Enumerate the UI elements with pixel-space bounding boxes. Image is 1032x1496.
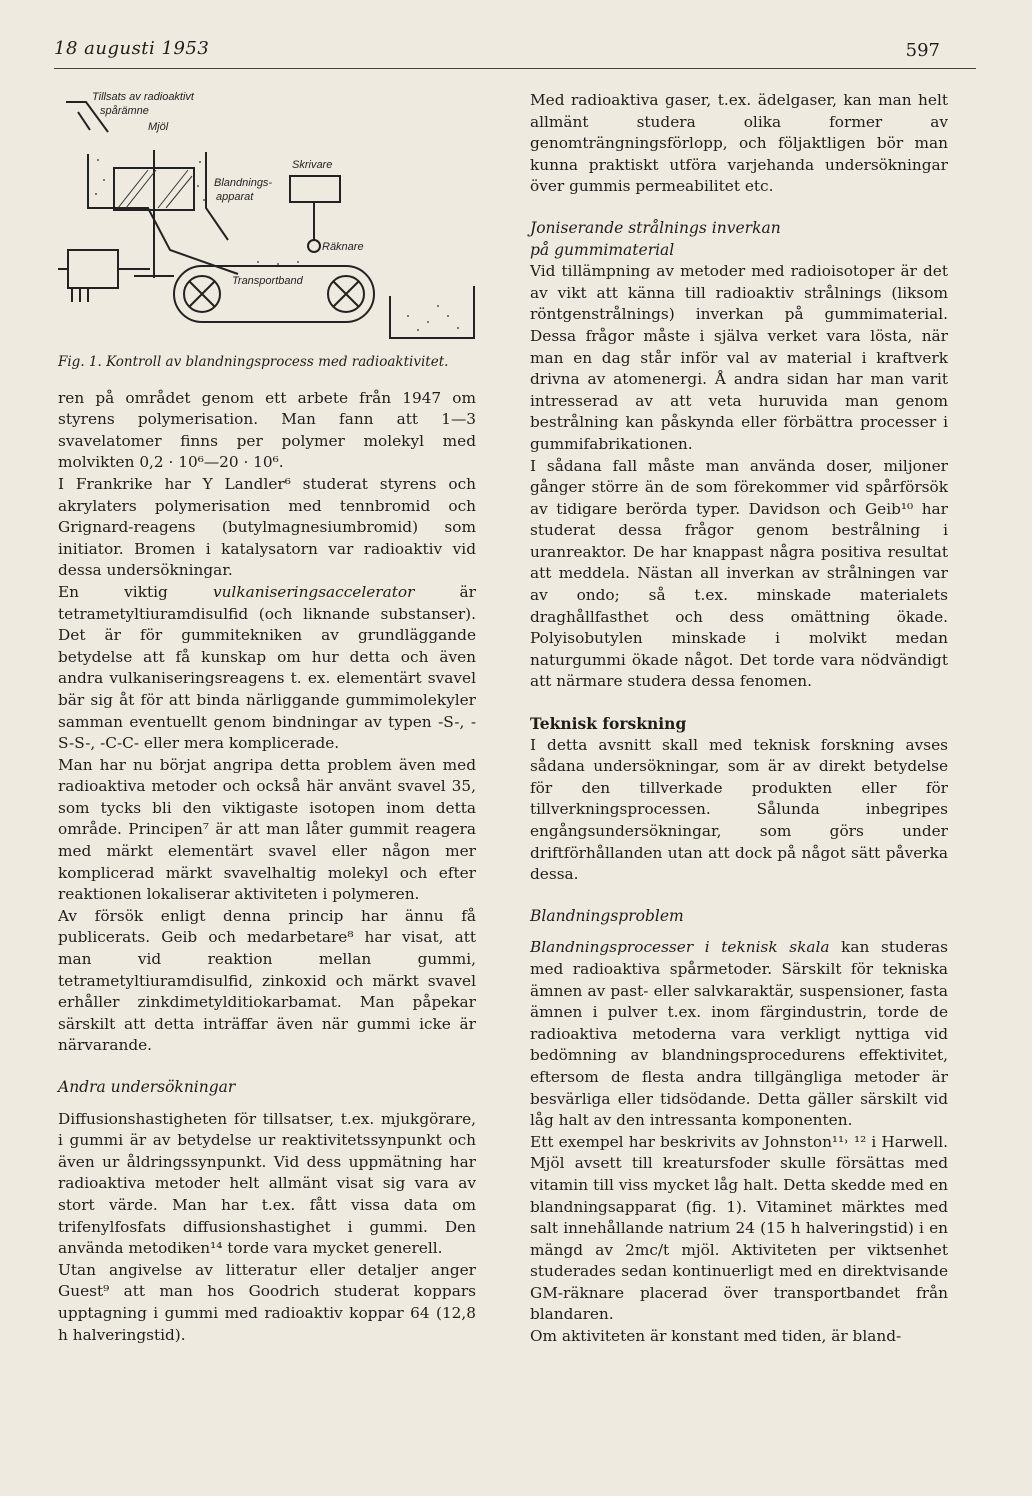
right-paragraph-5 [530, 937, 948, 1131]
heading-other-studies: Andra undersökningar [58, 1078, 236, 1096]
p5-term: Blandningsprocesser i teknisk skala [530, 938, 830, 957]
p5-rest: kan studeras med radioaktiva spårmetoder. Särskilt för tekniska ämnen av past- eller salvkaraktär, suspensioner, fasta ämnen i pulver t.ex. inom färgindustrin, torde de radioaktiva metoderna vara verkligt nyttiga vid bedömning av blandningsprocedurens effektivitet, eftersom de flesta andra tillgängliga metoder är besvärliga eller tidsödande. Detta gäller särskilt vid låg halt av den intressanta komponenten. [530, 938, 948, 1130]
p3-lead: En viktig [58, 582, 213, 601]
left-paragraph-5: Av försök enligt denna princip har ännu få publicerats. Geib och medarbetare⁸ har visat, att man vid reaktion mellan gummi, tetrametyltiuramdisulfid, zinkoxid och märkt svavel erhåller zinkdimetylditiokarbamat. Man påpekar särskilt att detta inträffar även när gummi icke är närvarande. [58, 906, 476, 1055]
header-rule [54, 68, 976, 69]
label-mixer: Blandnings- [214, 177, 273, 189]
right-paragraph-4: I detta avsnitt skall med teknisk forskning avses sådana undersökningar, som är av direkt betydelse för den tillverkade produkten eller för tillverkningsprocessen. Sålunda inbegripes engångsundersökningar, som görs under driftförhållanden utan att dock på något sätt påverka dessa. [530, 735, 948, 884]
label-additive-2: spårämne [100, 105, 149, 117]
label-additive: Tillsats av radioaktivt [92, 91, 194, 103]
left-paragraph-7: Utan angivelse av litteratur eller detaljer anger Guest⁹ att man hos Goodrich studerat koppars upptagning i gummi med radioaktiv koppar 64 (12,8 h halveringstid). [58, 1260, 476, 1344]
heading-ionizing-1: Joniserande strålnings inverkan [530, 218, 781, 237]
mixing-apparatus-diagram [58, 90, 476, 342]
left-paragraph-4: Man har nu börjat angripa detta problem även med radioaktiva metoder och också här använt svavel 35, som tycks bli den viktigaste isotopen inom detta område. Principen⁷ är att man låter gummit reagera med märkt elementärt svavel eller någon mer komplicerad märkt svavelhaltig molekyl och efter reaktionen lokaliserar aktiviteten i polymeren. [58, 755, 476, 904]
figure-caption: Fig. 1. Kontroll av blandningsprocess med radioaktivitet. [58, 354, 449, 370]
label-writer: Skrivare [292, 159, 333, 171]
label-mixer-2: apparat [216, 191, 254, 203]
label-counter: Räknare [322, 241, 364, 253]
right-paragraph-1: Med radioaktiva gaser, t.ex. ädelgaser, kan man helt allmänt studera olika former av genomträngningsförlopp, och följaktligen bör man kunna praktiskt utföra varjehanda undersökningar över gummis permeabilitet etc. [530, 91, 948, 196]
left-paragraph-1: ren på området genom ett arbete från 1947 om styrens polymerisation. Man fann att 1—3 svavelatomer finns per polymer molekyl med molvikten 0,2 · 10⁶—20 · 10⁶. [58, 388, 476, 472]
left-column [58, 90, 476, 1346]
right-paragraph-6: Ett exempel har beskrivits av Johnston¹¹˒ ¹² i Harwell. Mjöl avsett till kreatursfoder skulle försättas med vitamin till viss mycket låg halt. Detta skedde med en blandningsapparat (fig. 1). Vitaminet märktes med salt innehållande natrium 24 (15 h halveringstid) i en mängd av 2mc/t mjöl. Aktiviteten per viktsenhet studerades sedan kontinuerligt med en direktvisande GM-räknare placerad över transportbandet från blandaren. [530, 1132, 948, 1324]
heading-ionizing-2: på gummimaterial [530, 240, 675, 259]
left-paragraph-6: Diffusionshastigheten för tillsatser, t.ex. mjukgörare, i gummi är av betydelse ur reaktivitetssynpunkt och även ur åldringssynpunkt. Vid dess uppmätning har radioaktiva metoder helt allmänt visat sig vara av stort värde. Man har t.ex. fått vissa data om trifenylfosfats diffusionshastighet i gummi. Den använda metodiken¹⁴ torde vara mycket generell. [58, 1109, 476, 1258]
label-flour: Mjöl [148, 121, 169, 133]
label-belt: Transportband [232, 275, 303, 287]
right-column [530, 90, 948, 1348]
right-paragraph-7: Om aktiviteten är konstant med tiden, är bland- [530, 1327, 902, 1346]
p3-rest: är tetrametyltiuramdisulfid (och liknande substanser). Det är för gummitekniken av grundläggande betydelse att få kunskap om hur detta och även andra vulkaniseringsreagens t. ex. elementärt svavel bär sig åt för att binda närliggande gummimolekyler samman eventuellt genom bindningar av typen -S-, -S-S-, -C-C- eller mera komplicerade. [58, 582, 476, 753]
heading-mixing-problems: Blandningsproblem [530, 906, 684, 925]
right-paragraph-2: Vid tillämpning av metoder med radioisotoper är det av vikt att känna till radioaktiv strålnings (liksom röntgenstrålnings) inverkan på gummimaterial. Dessa frågor måste i själva verket vara lösta, när man en dag står inför val av material i kraftverk drivna av atomenergi. Å andra sidan har man varit intresserad av att veta huruvida man genom bestrålning kan påskynda eller förbättra processer i gummifabrikationen. [530, 262, 948, 453]
p3-term: vulkaniseringsaccelerator [212, 582, 415, 601]
right-paragraph-3: I sådana fall måste man använda doser, miljoner gånger större än de som förekommer vid spårförsök av tidigare berörda typer. Davidson och Geib¹⁰ har studerat dessa frågor genom bestrålning i uranreaktor. De har knappast några positiva resultat att meddela. Nästan all inverkan av strålningen var av ondo; så t.ex. minskade materialets draghållfasthet och dess omättning ökade. Polyisobutylen minskade i molvikt medan naturgummi ökade något. Det torde vara nödvändigt att närmare studera dessa fenomen. [530, 456, 948, 691]
figure-mixing-diagram [58, 90, 476, 342]
page-number: 597 [905, 40, 940, 61]
left-paragraph-3 [58, 582, 476, 755]
header-date: 18 augusti 1953 [54, 38, 210, 59]
heading-technical-research: Teknisk forskning [530, 714, 687, 734]
left-paragraph-2: I Frankrike har Y Landler⁶ studerat styrens och akrylaters polymerisation med tennbromid och Grignard-reagens (butylmagnesiumbromid) som initiator. Bromen i katalysatorn var radioaktiv vid dessa undersökningar. [58, 474, 476, 580]
